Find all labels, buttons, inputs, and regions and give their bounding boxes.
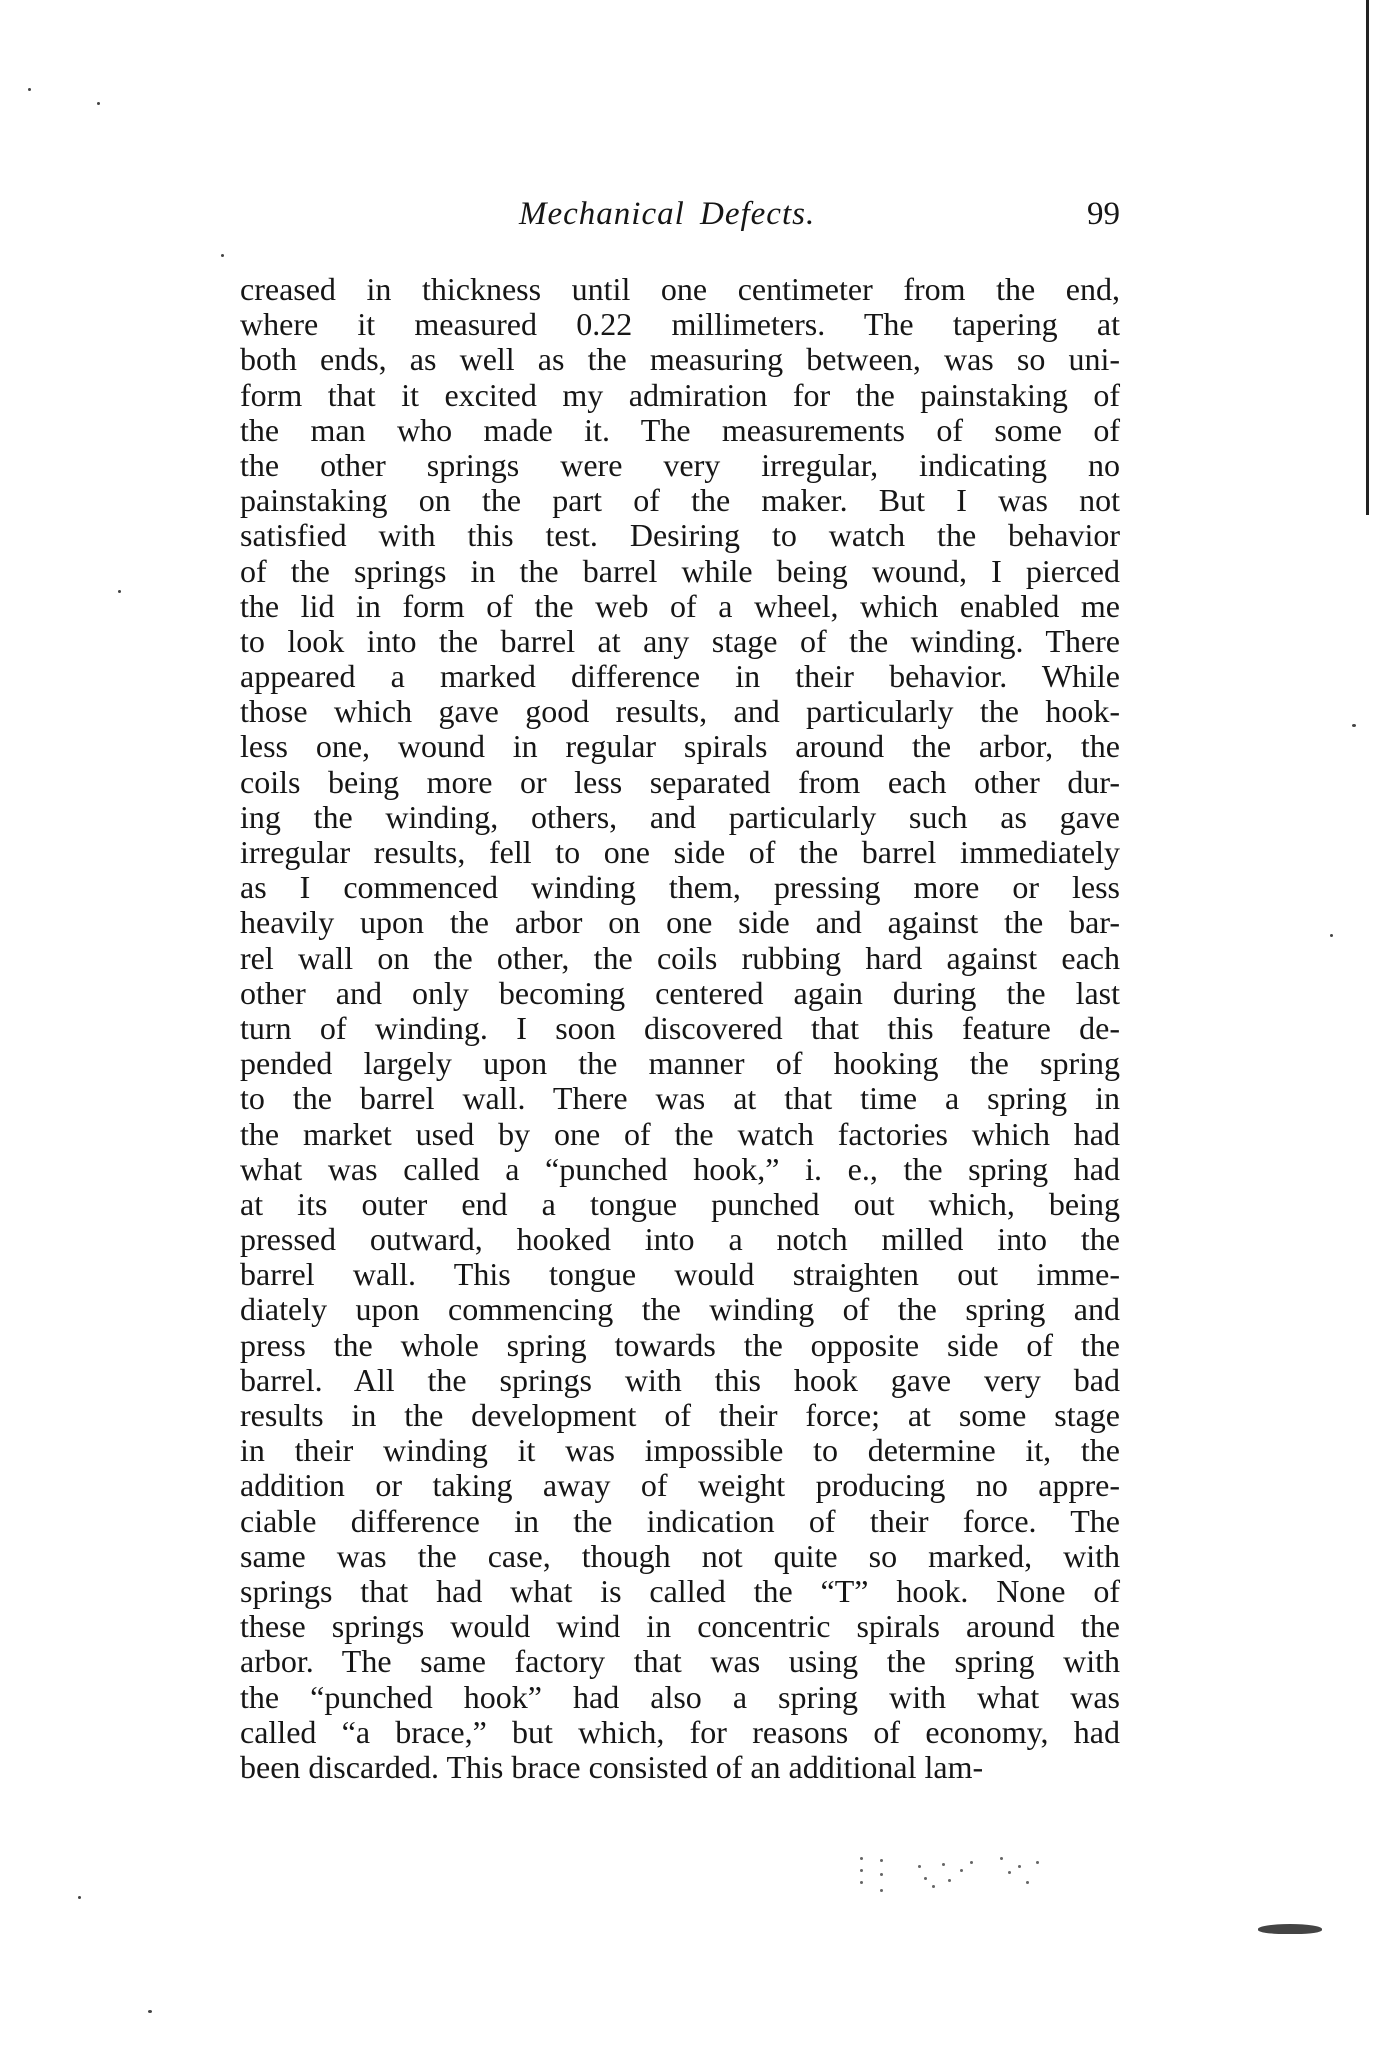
text-line: pressed outward, hooked into a notch milled into the bbox=[240, 1221, 1120, 1258]
margin-speck bbox=[28, 88, 31, 91]
speck bbox=[860, 1857, 863, 1860]
text-line: barrel wall. This tongue would straighten out imme- bbox=[240, 1256, 1120, 1293]
speck bbox=[918, 1865, 921, 1868]
ink-mark bbox=[1258, 1924, 1322, 1934]
speck bbox=[880, 1859, 883, 1862]
text-line: both ends, as well as the measuring between, was so uni- bbox=[240, 341, 1120, 378]
text-line: press the whole spring towards the opposite side of the bbox=[240, 1326, 1120, 1363]
speck bbox=[1008, 1871, 1011, 1874]
text-line: as I commenced winding them, pressing more or less bbox=[240, 869, 1120, 906]
text-line: addition or taking away of weight producing no appre- bbox=[240, 1467, 1120, 1504]
text-line: irregular results, fell to one side of the barrel immediately bbox=[240, 834, 1120, 870]
speck bbox=[942, 1863, 945, 1866]
text-line: in their winding it was impossible to determine it, the bbox=[240, 1432, 1120, 1469]
text-line: the market used by one of the watch factories which had bbox=[240, 1115, 1120, 1152]
text-line: called “a brace,” but which, for reasons of economy, had bbox=[240, 1713, 1120, 1750]
text-line: less one, wound in regular spirals around the arbor, the bbox=[240, 728, 1120, 765]
text-line: the “punched hook” had also a spring with what was bbox=[240, 1678, 1120, 1715]
page-edge-rule bbox=[1366, 0, 1369, 515]
text-line: to the barrel wall. There was at that time a spring in bbox=[240, 1080, 1120, 1117]
body-text bbox=[240, 272, 1120, 1785]
text-line: springs that had what is called the “T” hook. None of bbox=[240, 1572, 1120, 1609]
page-number: 99 bbox=[1087, 196, 1120, 232]
speck bbox=[1000, 1857, 1003, 1860]
speck bbox=[860, 1869, 863, 1872]
text-line: of the springs in the barrel while being wound, I pierced bbox=[240, 552, 1120, 589]
text-line: at its outer end a tongue punched out which, being bbox=[240, 1185, 1120, 1222]
margin-speck bbox=[1330, 934, 1333, 937]
text-line: these springs would wind in concentric spirals around the bbox=[240, 1608, 1120, 1645]
speck bbox=[970, 1861, 973, 1864]
speck bbox=[860, 1881, 863, 1884]
speck bbox=[932, 1885, 935, 1888]
running-head bbox=[240, 196, 1120, 246]
text-line: turn of winding. I soon discovered that this feature de- bbox=[240, 1009, 1120, 1046]
text-line: heavily upon the arbor on one side and against the bar- bbox=[240, 904, 1120, 941]
speck bbox=[1018, 1865, 1021, 1868]
text-line: painstaking on the part of the maker. But I was not bbox=[240, 482, 1120, 519]
text-line: arbor. The same factory that was using the spring with bbox=[240, 1643, 1120, 1680]
text-line: coils being more or less separated from each other dur- bbox=[240, 763, 1120, 800]
text-line: been discarded. This brace consisted of an additional lam- bbox=[240, 1748, 984, 1785]
text-line: same was the case, though not quite so marked, with bbox=[240, 1537, 1120, 1574]
text-line: where it measured 0.22 millimeters. The tapering at bbox=[240, 306, 1120, 343]
speck bbox=[880, 1873, 883, 1876]
text-line: rel wall on the other, the coils rubbing hard against each bbox=[240, 939, 1120, 976]
text-line: form that it excited my admiration for the painstaking of bbox=[240, 376, 1120, 413]
margin-speck bbox=[118, 590, 121, 593]
speck bbox=[880, 1889, 883, 1892]
margin-speck bbox=[78, 1896, 81, 1899]
text-line: ciable difference in the indication of their force. The bbox=[240, 1502, 1120, 1539]
speck bbox=[1036, 1861, 1039, 1864]
text-line: the other springs were very irregular, indicating no bbox=[240, 446, 1120, 483]
text-line: to look into the barrel at any stage of the winding. There bbox=[240, 622, 1120, 659]
text-line: pended largely upon the manner of hooking the spring bbox=[240, 1045, 1120, 1082]
speck bbox=[948, 1879, 951, 1882]
embossed-specks bbox=[858, 1855, 1068, 1915]
speck bbox=[924, 1877, 927, 1880]
margin-speck bbox=[97, 102, 100, 105]
margin-speck bbox=[1352, 724, 1356, 727]
speck bbox=[1026, 1881, 1029, 1884]
text-line: satisfied with this test. Desiring to watch the behavior bbox=[240, 517, 1120, 554]
running-title: Mechanical Defects. bbox=[519, 196, 816, 232]
margin-speck bbox=[221, 254, 224, 257]
text-line: creased in thickness until one centimeter from the end, bbox=[240, 271, 1120, 307]
text-line: other and only becoming centered again during the last bbox=[240, 974, 1120, 1011]
text-line: the lid in form of the web of a wheel, which enabled me bbox=[240, 587, 1120, 624]
text-line: those which gave good results, and particularly the hook- bbox=[240, 693, 1120, 730]
text-line: diately upon commencing the winding of the spring and bbox=[240, 1291, 1120, 1328]
text-line: what was called a “punched hook,” i. e., the spring had bbox=[240, 1150, 1120, 1187]
text-line: results in the development of their force; at some stage bbox=[240, 1397, 1120, 1433]
margin-speck bbox=[148, 2010, 152, 2013]
text-line: barrel. All the springs with this hook gave very bad bbox=[240, 1361, 1120, 1398]
speck bbox=[960, 1869, 963, 1872]
text-line: the man who made it. The measurements of some of bbox=[240, 411, 1120, 448]
text-line: ing the winding, others, and particularly such as gave bbox=[240, 798, 1120, 835]
text-line: appeared a marked difference in their behavior. While bbox=[240, 658, 1120, 695]
